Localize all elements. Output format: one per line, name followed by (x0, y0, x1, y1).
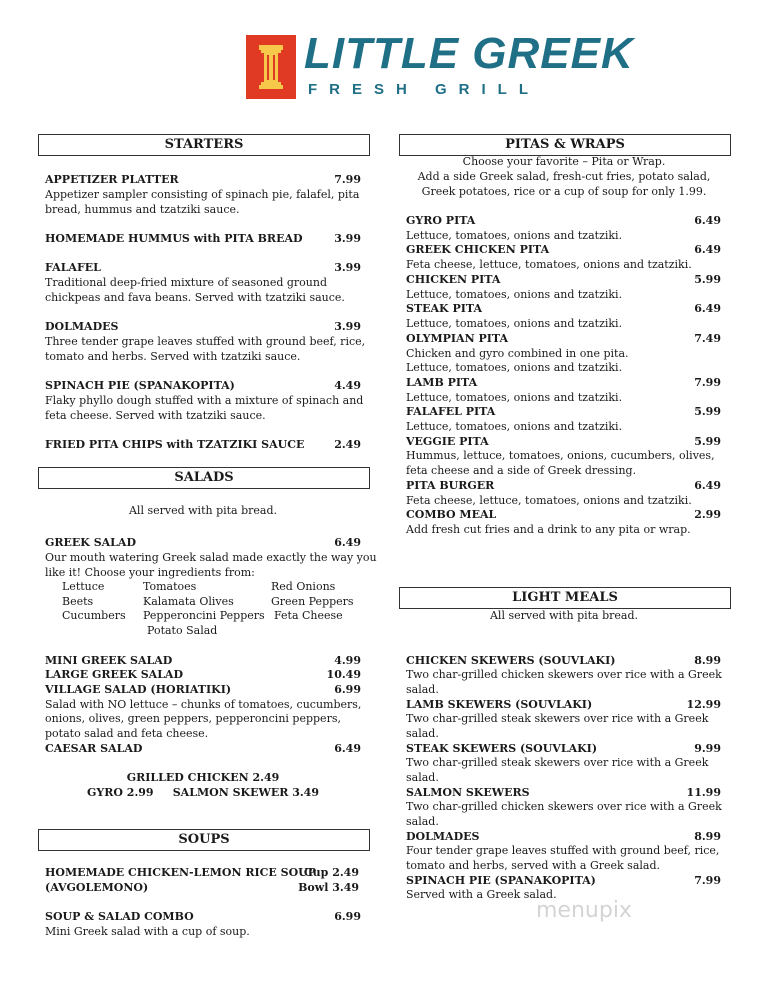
section-header-starters: STARTERS (38, 134, 370, 156)
section-header-soups: SOUPS (38, 829, 370, 851)
salad-addons: GYRO 2.99 SALMON SKEWER 3.49 (87, 786, 319, 799)
item-name: FRIED PITA CHIPS with TZATZIKI SAUCE (45, 438, 305, 451)
item-price: 5.99 (694, 435, 721, 448)
section-note: Choose your favorite – Pita or Wrap. (462, 155, 666, 168)
salad-addons: GRILLED CHICKEN 2.49 (126, 771, 280, 784)
item-desc: feta cheese and a side of Greek dressing. (406, 464, 637, 477)
item-name: DOLMADES (406, 830, 480, 843)
ingredient: Kalamata Olives (143, 595, 234, 608)
item-price: 6.49 (334, 536, 361, 549)
item-desc: salad. (406, 683, 439, 696)
item-name: APPETIZER PLATTER (45, 173, 179, 186)
item-desc: Traditional deep-fried mixture of seasoned ground (45, 276, 328, 289)
logo-column-icon (246, 35, 296, 99)
item-price: 11.99 (686, 786, 721, 799)
item-desc: Lettuce, tomatoes, onions and tzatziki. (406, 317, 623, 330)
item-desc: salad. (406, 771, 439, 784)
item-desc: salad. (406, 815, 439, 828)
item-desc: Two char-grilled steak skewers over rice with a Greek (406, 756, 709, 769)
item-name: LARGE GREEK SALAD (45, 668, 183, 681)
item-desc: Lettuce, tomatoes, onions and tzatziki. (406, 229, 623, 242)
item-price: 6.49 (694, 243, 721, 256)
item-name: HOMEMADE HUMMUS with PITA BREAD (45, 232, 303, 245)
item-price: 7.99 (694, 874, 721, 887)
item-name: LAMB PITA (406, 376, 478, 389)
section-note: Greek potatoes, rice or a cup of soup for only 1.99. (421, 185, 707, 198)
item-price: 6.49 (694, 214, 721, 227)
item-name: COMBO MEAL (406, 508, 497, 521)
item-name: HOMEMADE CHICKEN-LEMON RICE SOUP (45, 866, 317, 879)
item-name: GREEK CHICKEN PITA (406, 243, 550, 256)
item-price: Bowl 3.49 (298, 881, 359, 894)
item-desc: Add fresh cut fries and a drink to any pita or wrap. (406, 523, 691, 536)
item-name: DOLMADES (45, 320, 119, 333)
ingredient: Potato Salad (147, 624, 218, 637)
item-name: OLYMPIAN PITA (406, 332, 509, 345)
item-desc: Two char-grilled steak skewers over rice with a Greek (406, 712, 709, 725)
ingredient: Tomatoes (143, 580, 197, 593)
ingredient: Pepperoncini Peppers (143, 609, 265, 622)
item-desc: Two char-grilled chicken skewers over rice with a Greek (406, 668, 722, 681)
ingredient: Green Peppers (271, 595, 354, 608)
ingredient: Red Onions (271, 580, 336, 593)
item-desc: onions, olives, green peppers, pepperoncini peppers, (45, 712, 341, 725)
item-price: 6.99 (334, 683, 361, 696)
item-name: STEAK PITA (406, 302, 482, 315)
item-desc: tomato and herbs, served with a Greek salad. (406, 859, 660, 872)
item-price: 6.99 (334, 910, 361, 923)
item-price: 3.99 (334, 261, 361, 274)
item-desc: Lettuce, tomatoes, onions and tzatziki. (406, 420, 623, 433)
item-price: 4.49 (334, 379, 361, 392)
item-price: 3.99 (334, 232, 361, 245)
item-price: 2.49 (334, 438, 361, 451)
item-price: 6.49 (694, 302, 721, 315)
item-name: SALMON SKEWERS (406, 786, 530, 799)
section-note: Add a side Greek salad, fresh-cut fries, potato salad, (417, 170, 711, 183)
item-price: 8.99 (694, 654, 721, 667)
item-desc: Feta cheese, lettuce, tomatoes, onions and tzatziki. (406, 258, 692, 271)
ingredient: Feta Cheese (274, 609, 343, 622)
ingredient: Beets (62, 595, 94, 608)
section-header-salads: SALADS (38, 467, 370, 489)
item-price: 3.99 (334, 320, 361, 333)
item-desc: Two char-grilled chicken skewers over rice with a Greek (406, 800, 722, 813)
section-note: All served with pita bread. (489, 609, 639, 622)
item-desc: Feta cheese, lettuce, tomatoes, onions and tzatziki. (406, 494, 692, 507)
item-name: GYRO PITA (406, 214, 476, 227)
item-price: 7.99 (334, 173, 361, 186)
item-name: SOUP & SALAD COMBO (45, 910, 194, 923)
item-desc: Salad with NO lettuce – chunks of tomatoes, cucumbers, (45, 698, 362, 711)
item-name: CHICKEN SKEWERS (SOUVLAKI) (406, 654, 616, 667)
item-price: 10.49 (326, 668, 361, 681)
item-desc: Chicken and gyro combined in one pita. (406, 347, 629, 360)
item-name: SPINACH PIE (SPANAKOPITA) (45, 379, 235, 392)
item-desc: like it! Choose your ingredients from: (45, 566, 255, 579)
item-name: FALAFEL PITA (406, 405, 496, 418)
section-header-light-meals: LIGHT MEALS (399, 587, 731, 609)
item-desc: feta cheese. Served with tzatziki sauce. (45, 409, 266, 422)
item-price: Cup 2.49 (303, 866, 359, 879)
item-name: GREEK SALAD (45, 536, 136, 549)
item-price: 4.99 (334, 654, 361, 667)
item-desc: Hummus, lettuce, tomatoes, onions, cucumbers, olives, (406, 449, 715, 462)
item-name: PITA BURGER (406, 479, 495, 492)
item-name: CHICKEN PITA (406, 273, 501, 286)
ingredient: Lettuce (62, 580, 105, 593)
item-desc: Four tender grape leaves stuffed with ground beef, rice, (406, 844, 720, 857)
item-price: 6.49 (334, 742, 361, 755)
item-name: MINI GREEK SALAD (45, 654, 173, 667)
item-desc: Appetizer sampler consisting of spinach pie, falafel, pita (45, 188, 360, 201)
item-name: VILLAGE SALAD (HORIATIKI) (45, 683, 232, 696)
item-desc: Three tender grape leaves stuffed with ground beef, rice, (45, 335, 366, 348)
item-desc: potato salad and feta cheese. (45, 727, 209, 740)
item-price: 6.49 (694, 479, 721, 492)
item-desc: bread, hummus and tzatziki sauce. (45, 203, 240, 216)
item-name: FALAFEL (45, 261, 101, 274)
logo (246, 29, 634, 103)
item-price: 2.99 (694, 508, 721, 521)
watermark: menupix (536, 898, 632, 923)
item-desc: Mini Greek salad with a cup of soup. (45, 925, 250, 938)
item-price: 7.49 (694, 332, 721, 345)
item-desc: salad. (406, 727, 439, 740)
item-price: 9.99 (694, 742, 721, 755)
section-note: All served with pita bread. (128, 504, 278, 517)
item-price: 5.99 (694, 273, 721, 286)
item-desc: Lettuce, tomatoes, onions and tzatziki. (406, 361, 623, 374)
item-name: SPINACH PIE (SPANAKOPITA) (406, 874, 596, 887)
item-name: (AVGOLEMONO) (45, 881, 149, 894)
ingredient: Cucumbers (62, 609, 126, 622)
item-desc: tomato and herbs. Served with tzatziki sauce. (45, 350, 301, 363)
item-desc: Lettuce, tomatoes, onions and tzatziki. (406, 288, 623, 301)
item-desc: chickpeas and fava beans. Served with tzatziki sauce. (45, 291, 345, 304)
item-desc: Flaky phyllo dough stuffed with a mixture of spinach and (45, 394, 364, 407)
item-price: 5.99 (694, 405, 721, 418)
item-desc: Lettuce, tomatoes, onions and tzatziki. (406, 391, 623, 404)
item-name: VEGGIE PITA (406, 435, 489, 448)
section-header-pitas: PITAS & WRAPS (399, 134, 731, 156)
item-price: 12.99 (686, 698, 721, 711)
item-desc: Served with a Greek salad. (406, 888, 557, 901)
item-desc: Our mouth watering Greek salad made exactly the way you (45, 551, 377, 564)
item-name: CAESAR SALAD (45, 742, 143, 755)
item-name: STEAK SKEWERS (SOUVLAKI) (406, 742, 598, 755)
brand-tagline: FRESH GRILL (308, 81, 540, 98)
brand-name: LITTLE GREEK (304, 29, 634, 78)
item-price: 7.99 (694, 376, 721, 389)
item-price: 8.99 (694, 830, 721, 843)
item-name: LAMB SKEWERS (SOUVLAKI) (406, 698, 593, 711)
